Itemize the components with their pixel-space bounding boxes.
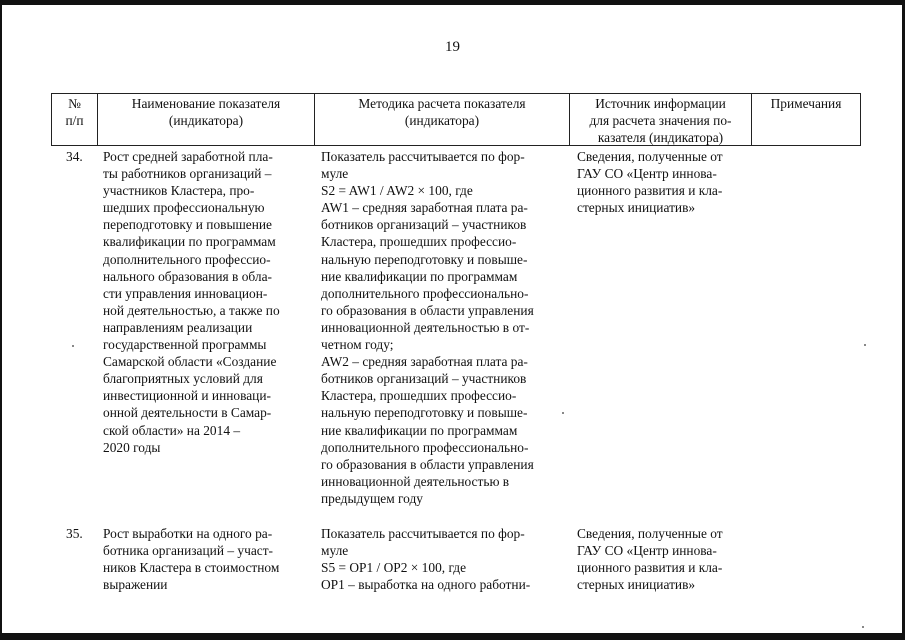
text-line: квалификации по программам [103, 234, 276, 250]
header-indicator-name [98, 95, 314, 129]
formula-line: S2 = AW1 / AW2 × 100, где [321, 183, 473, 199]
header-line: Примечания [770, 96, 842, 111]
text-line: направлениям реализации [103, 319, 253, 335]
text-line: ние квалификации по программам [321, 422, 518, 438]
header-calculation-method [315, 95, 569, 129]
text-line: государственной программы [103, 337, 267, 353]
text-line: ционного развития и кла- [577, 183, 723, 199]
text-line: инновационной деятельностью в от- [321, 319, 530, 335]
text-line: ты работников организаций – [103, 166, 272, 182]
text-line: инновационной деятельностью в [321, 473, 510, 489]
row-34-method [321, 148, 534, 507]
text-line: четном году; [321, 337, 394, 353]
header-line: п/п [65, 113, 84, 129]
scan-border-bottom [0, 633, 905, 640]
text-line: участников Кластера, про- [103, 183, 255, 199]
header-notes [752, 95, 860, 112]
formula-line: S5 = OP1 / OP2 × 100, где [321, 560, 467, 576]
scan-speck [562, 412, 564, 414]
scan-speck [72, 345, 74, 347]
text-line: ской области» на 2014 – [103, 422, 241, 438]
header-line: для расчета значения по- [589, 113, 732, 129]
header-line: (индикатора) [404, 113, 480, 129]
text-line: инвестиционной и инноваци- [103, 388, 271, 404]
header-line: Источник информации [595, 96, 726, 111]
text-line: Кластера, прошедших профессио- [321, 234, 517, 250]
page-number: 19 [445, 39, 460, 55]
text-line: ников Кластера в стоимостном [103, 560, 280, 576]
text-line: ГАУ СО «Центр иннова- [577, 543, 717, 559]
scan-speck [862, 626, 864, 628]
row-34-source [577, 148, 723, 216]
text-line: ГАУ СО «Центр иннова- [577, 166, 717, 182]
text-line: онной деятельности в Самар- [103, 405, 272, 421]
row-35-method [321, 525, 530, 593]
text-line: Сведения, полученные от [577, 526, 723, 541]
text-line: ботника организаций – участ- [103, 543, 274, 559]
text-line: выражении [103, 577, 168, 593]
table-rule-top [51, 93, 861, 94]
text-line: дополнительного профессионально- [321, 285, 529, 301]
text-line: Самарской области «Создание [103, 354, 277, 370]
text-line: переподготовку и повышение [103, 217, 272, 233]
text-line: дополнительного профессионально- [321, 439, 529, 455]
text-line: муле [321, 543, 349, 559]
scan-border-top [0, 0, 905, 5]
text-line: AW1 – средняя заработная плата ра- [321, 200, 528, 216]
text-line: Рост выработки на одного ра- [103, 526, 273, 541]
text-line: ной деятельностью, а также по [103, 302, 280, 318]
text-line: ботников организаций – участников [321, 217, 527, 233]
header-line: (индикатора) [168, 113, 244, 129]
row-35-name [103, 525, 279, 593]
header-line: Наименование показателя [131, 96, 281, 111]
text-line: Сведения, полученные от [577, 149, 723, 164]
row-35-number [66, 525, 83, 542]
text-line: ботников организаций – участников [321, 371, 527, 387]
text-line: стерных инициатив» [577, 577, 696, 593]
text-line: Показатель рассчитывается по фор- [321, 149, 525, 164]
text-line: OP1 – выработка на одного работни- [321, 577, 531, 593]
text-line: нального образования в обла- [103, 268, 272, 284]
header-line: № [68, 96, 81, 111]
header-number [52, 95, 97, 129]
text-line: Показатель рассчитывается по фор- [321, 526, 525, 541]
text-line: ционного развития и кла- [577, 560, 723, 576]
header-information-source [570, 95, 751, 146]
text-line: муле [321, 166, 349, 182]
scan-speck [864, 344, 866, 346]
text-line: нальную переподготовку и повыше- [321, 251, 528, 267]
text-line: ние квалификации по программам [321, 268, 518, 284]
header-line: казателя (индикатора) [597, 130, 724, 146]
text-line: сти управления инновацион- [103, 285, 268, 301]
text-line: 2020 годы [103, 439, 161, 455]
text-line: предыдущем году [321, 490, 423, 506]
row-number: 35. [66, 526, 83, 541]
row-34-number [66, 148, 83, 165]
text-line: стерных инициатив» [577, 200, 696, 216]
text-line: нальную переподготовку и повыше- [321, 405, 528, 421]
text-line: го образования в области управления [321, 456, 534, 472]
header-line: Методика расчета показателя [358, 96, 526, 111]
text-line: Рост средней заработной пла- [103, 149, 273, 164]
text-line: шедших профессиональную [103, 200, 265, 216]
row-number: 34. [66, 149, 83, 164]
table-col-line-6 [860, 93, 861, 146]
text-line: го образования в области управления [321, 302, 534, 318]
row-35-source [577, 525, 723, 593]
text-line: AW2 – средняя заработная плата ра- [321, 354, 528, 370]
text-line: благоприятных условий для [103, 371, 263, 387]
row-34-name [103, 148, 280, 456]
text-line: Кластера, прошедших профессио- [321, 388, 517, 404]
scan-border-left [0, 0, 2, 640]
text-line: дополнительного профессио- [103, 251, 271, 267]
